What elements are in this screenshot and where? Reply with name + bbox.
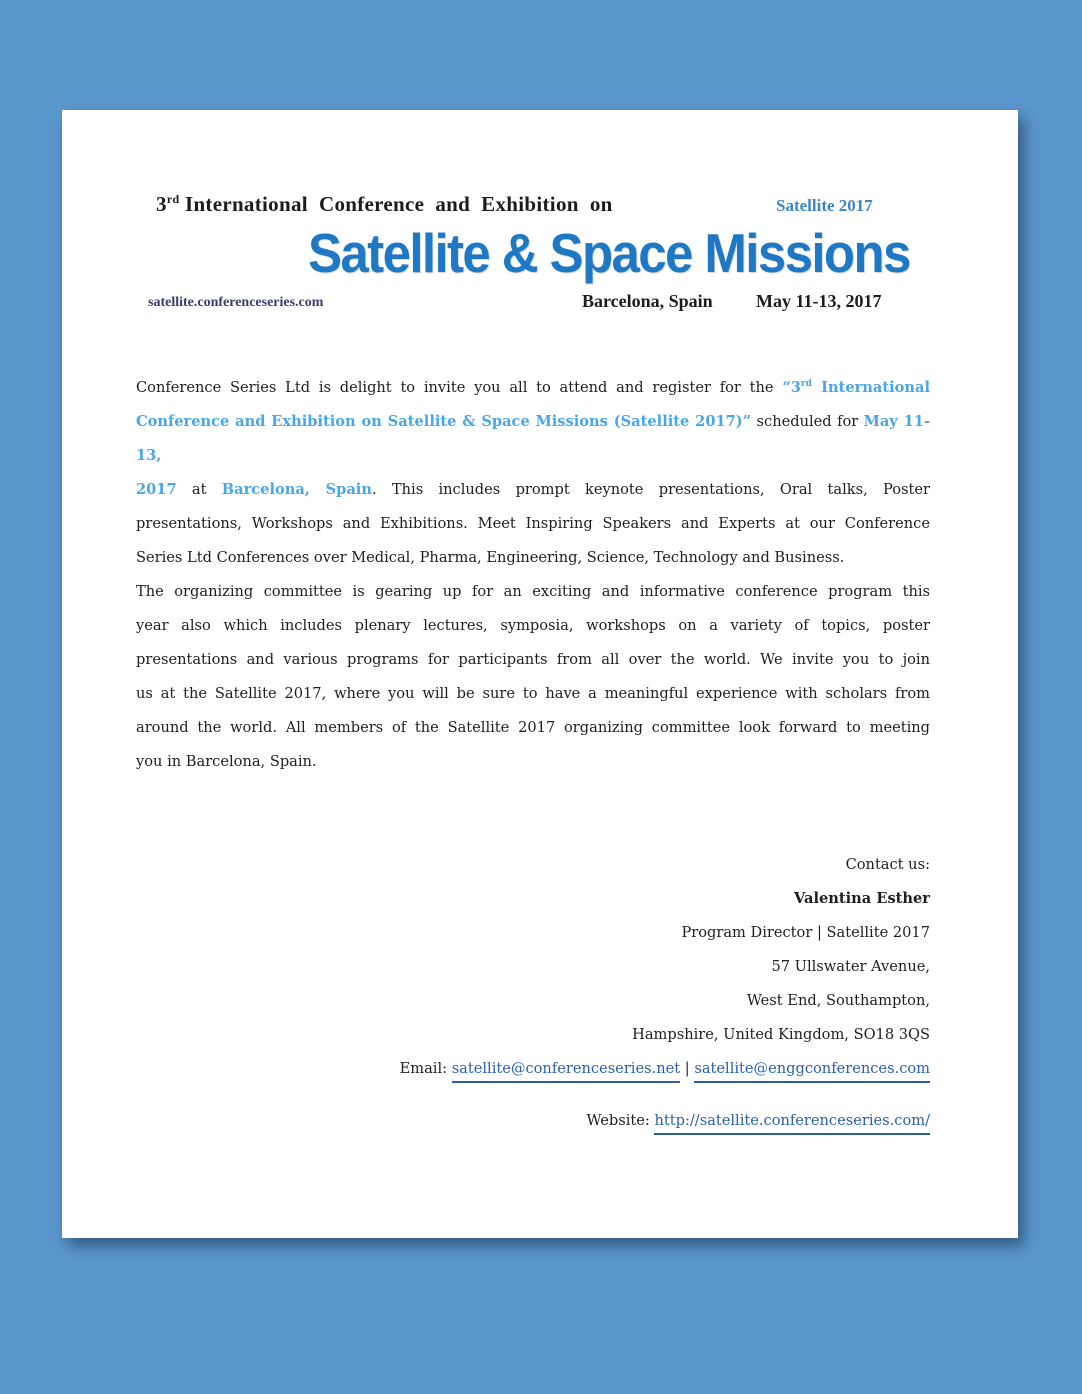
- contact-email-row: [400, 1052, 930, 1086]
- email-link-secondary[interactable]: satellite@enggconferences.com: [694, 1060, 930, 1083]
- invitation-paragraph: [136, 371, 930, 575]
- paragraph-line: year also which includes plenary lectures, symposia, workshops on a variety of topics, poster: [136, 617, 930, 634]
- text-run: International: [811, 379, 930, 396]
- edition-number: 3: [156, 192, 167, 216]
- conference-edition-heading: [156, 192, 613, 217]
- contact-address-line: 57 Ullswater Avenue,: [771, 958, 930, 975]
- paragraph-line: [136, 473, 930, 507]
- conference-title: Satellite & Space Missions: [308, 222, 910, 284]
- edition-suffix: rd: [166, 192, 180, 206]
- conference-name-highlight: [782, 379, 930, 396]
- contact-name: Valentina Esther: [794, 890, 930, 907]
- text-run: Conference Series Ltd is delight to invite you all to attend and register for the: [136, 379, 783, 396]
- paragraph-line: around the world. All members of the Satellite 2017 organizing committee look forward to meeting: [136, 719, 930, 736]
- conference-dates: May 11-13, 2017: [756, 291, 882, 311]
- contact-heading: Contact us:: [845, 856, 930, 873]
- conference-tag: Satellite 2017: [776, 196, 873, 215]
- text-run: scheduled for: [751, 413, 864, 430]
- paragraph-line: [136, 371, 930, 405]
- contact-block: [400, 848, 930, 1138]
- paragraph-line: [136, 405, 930, 473]
- paragraph-line: Series Ltd Conferences over Medical, Pharma, Engineering, Science, Technology and Business.: [136, 549, 845, 566]
- website-link[interactable]: http://satellite.conferenceseries.com/: [654, 1112, 930, 1135]
- edition-text: International Conference and Exhibition on: [179, 192, 613, 216]
- document-page: [62, 110, 1018, 1238]
- text-run: rd: [800, 379, 812, 390]
- website-label: Website:: [586, 1112, 655, 1129]
- text-run: “3: [782, 379, 801, 396]
- text-run: . This includes prompt keynote presentations, Oral talks, Poster: [371, 481, 930, 498]
- contact-website-row: [400, 1104, 930, 1138]
- date-highlight: May 11-13,: [136, 413, 931, 464]
- committee-paragraph: [136, 575, 930, 779]
- email-link-primary[interactable]: satellite@conferenceseries.net: [452, 1060, 680, 1083]
- contact-role: Program Director | Satellite 2017: [681, 924, 930, 941]
- email-separator: |: [680, 1060, 695, 1077]
- paragraph-line: you in Barcelona, Spain.: [136, 753, 317, 770]
- text-run: at: [176, 481, 222, 498]
- paragraph-line: us at the Satellite 2017, where you will be sure to have a meaningful experience with scholars from: [136, 685, 930, 702]
- conference-website[interactable]: satellite.conferenceseries.com: [148, 295, 324, 310]
- location-highlight: Barcelona, Spain: [221, 481, 372, 498]
- date-highlight: 2017: [136, 481, 177, 498]
- conference-name-highlight: Conference and Exhibition on Satellite & Space Missions (Satellite 2017)”: [136, 413, 752, 430]
- contact-address-line: Hampshire, United Kingdom, SO18 3QS: [632, 1026, 930, 1043]
- email-label: Email:: [399, 1060, 452, 1077]
- paragraph-line: presentations and various programs for participants from all over the world. We invite you to join: [136, 651, 930, 668]
- paragraph-line: The organizing committee is gearing up for an exciting and informative conference program this: [136, 583, 930, 600]
- conference-location: Barcelona, Spain: [582, 291, 713, 311]
- paragraph-line: presentations, Workshops and Exhibitions. Meet Inspiring Speakers and Experts at our Conference: [136, 515, 930, 532]
- contact-address-line: West End, Southampton,: [746, 992, 930, 1009]
- spacer: [400, 1086, 930, 1104]
